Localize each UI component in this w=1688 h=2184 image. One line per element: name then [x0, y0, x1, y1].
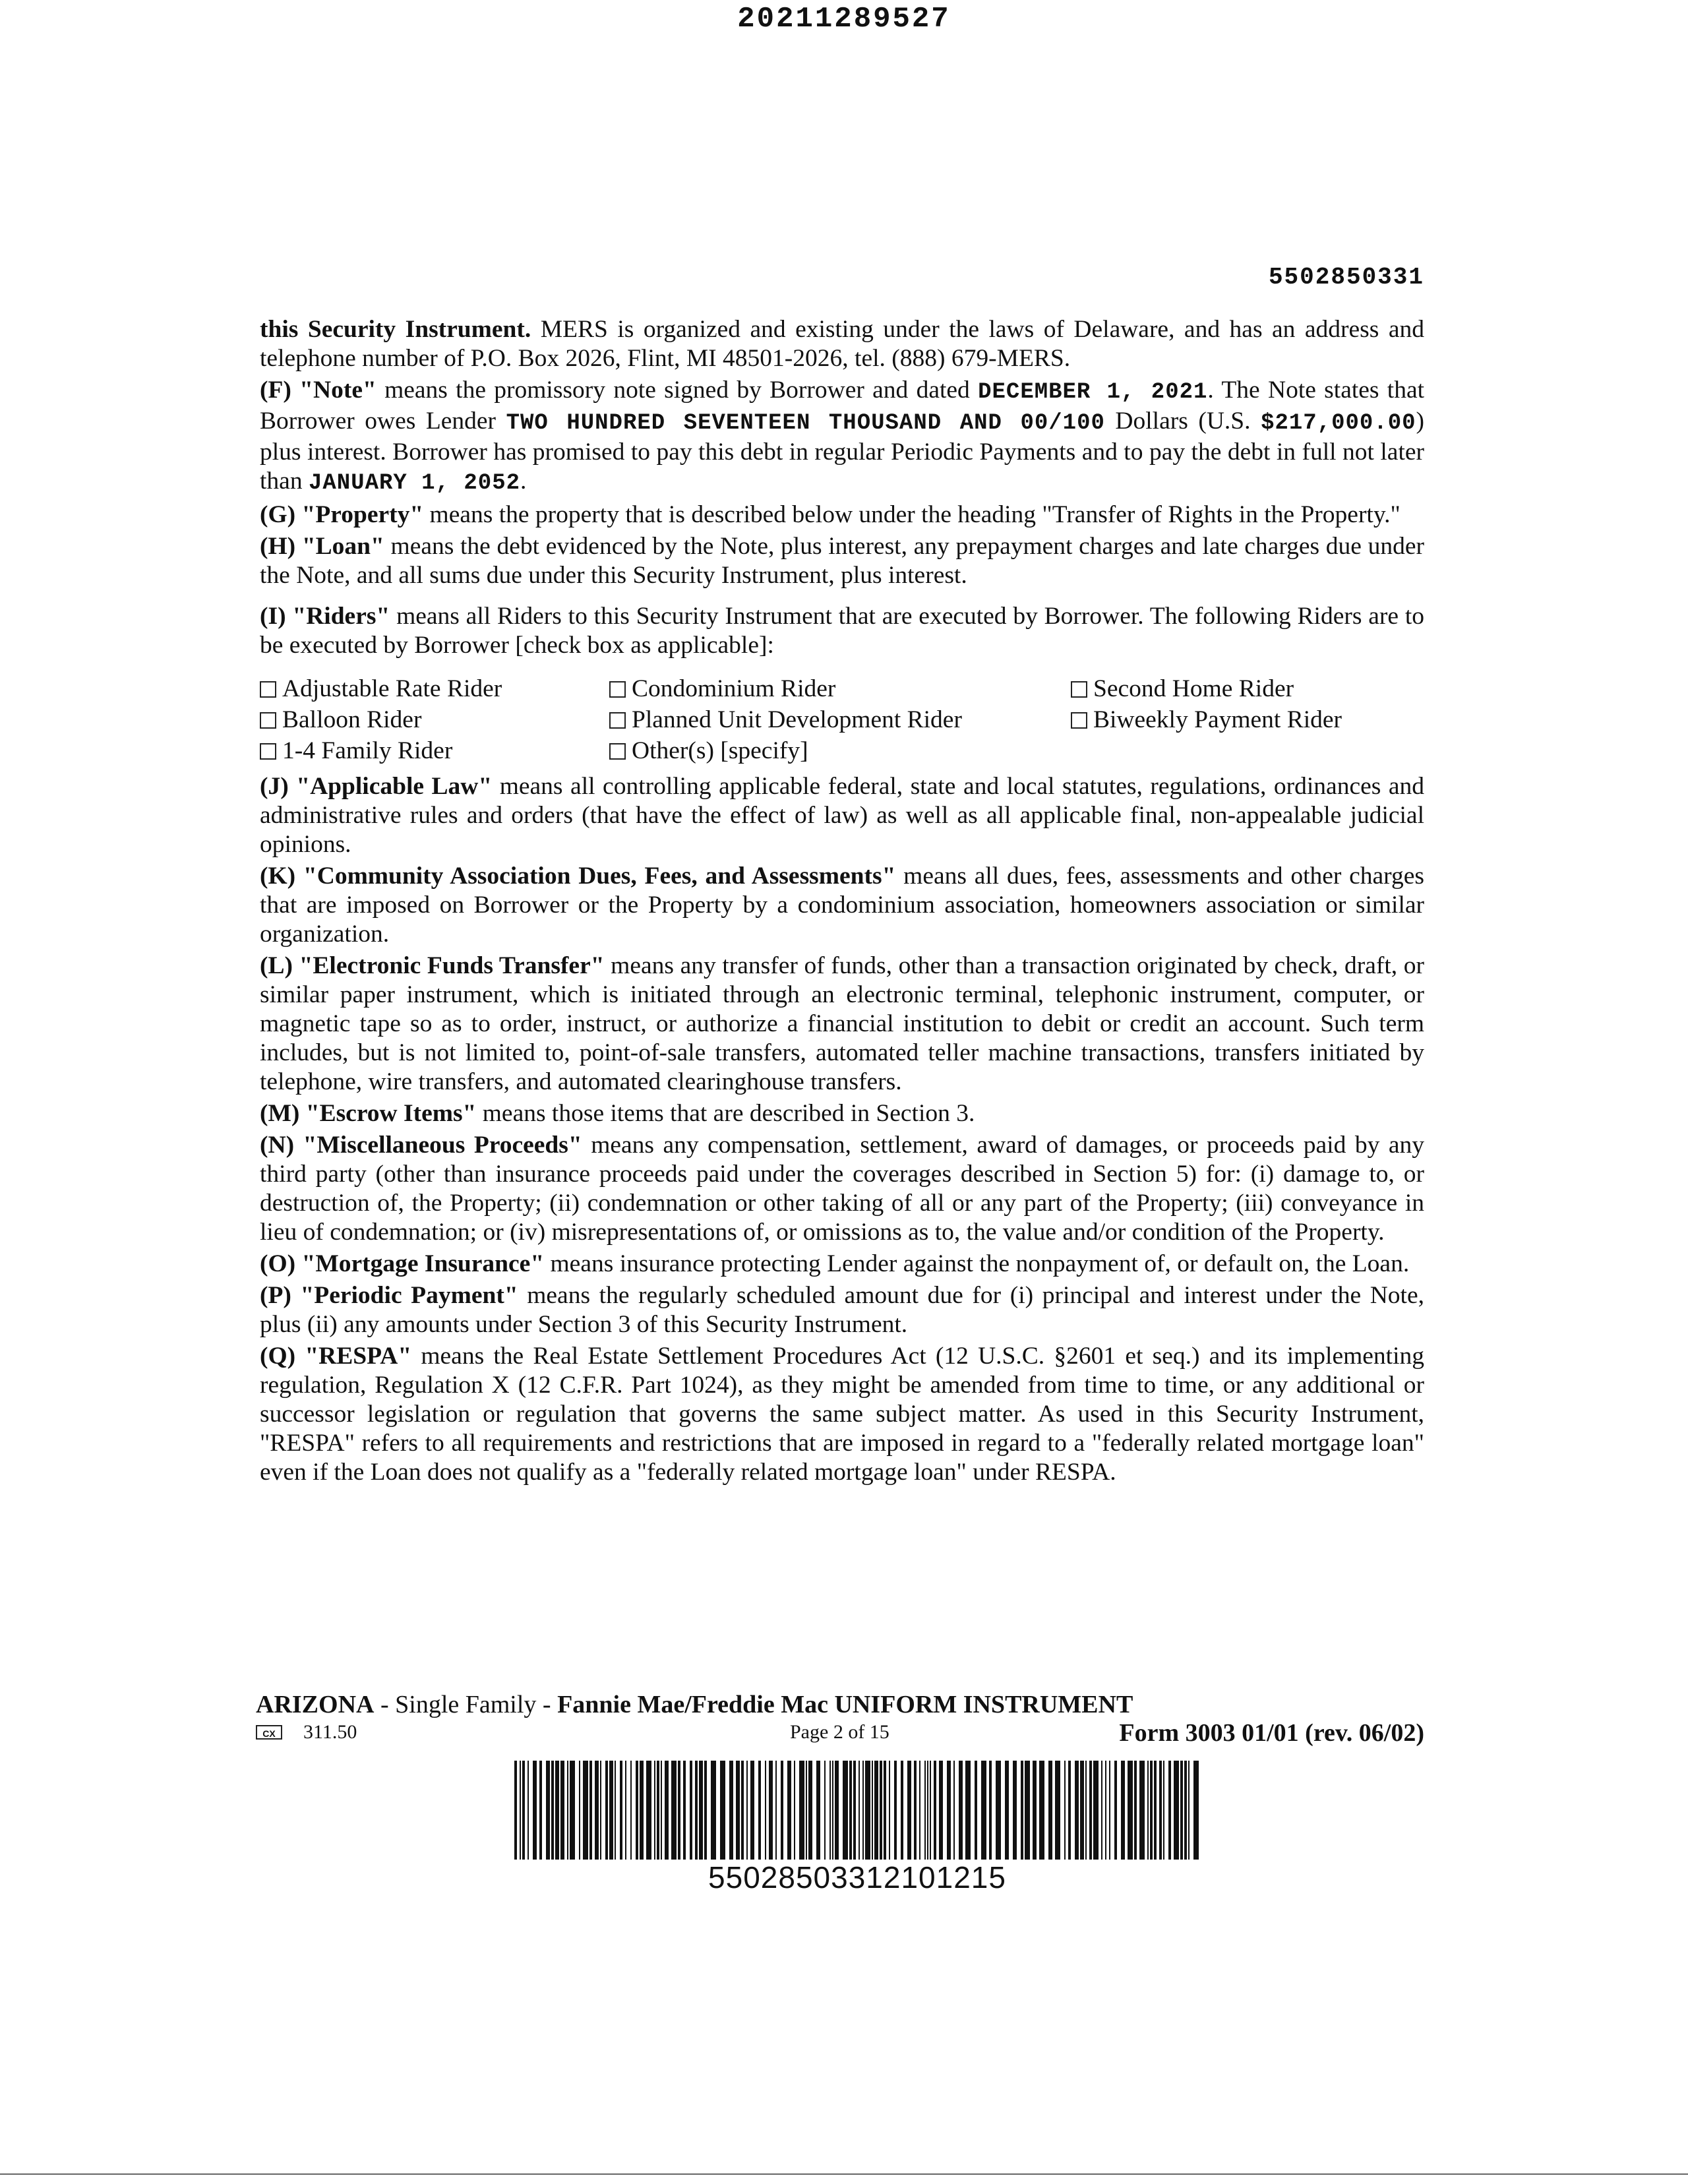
barcode-bar — [930, 1761, 931, 1860]
barcode-bar — [816, 1761, 820, 1860]
rider-adjustable-rate: Adjustable Rate Rider — [260, 675, 609, 704]
barcode-bar — [625, 1761, 626, 1860]
term-periodic-payment: (P) "Periodic Payment" — [260, 1282, 518, 1309]
rider-biweekly-payment: Biweekly Payment Rider — [1071, 706, 1424, 735]
form-vendor-logo: CX — [256, 1725, 282, 1740]
paragraph-g-property: (G) "Property" means the property that is described below under the heading "Transfer of Rights in the Property." — [260, 501, 1401, 528]
term-community-association: (K) "Community Association Dues, Fees, and Assessments" — [260, 863, 896, 890]
note-date: DECEMBER 1, 2021 — [978, 380, 1208, 405]
footer-row — [256, 1721, 1424, 1747]
term-electronic-funds: (L) "Electronic Funds Transfer" — [260, 952, 605, 979]
barcode-bar — [781, 1761, 783, 1860]
barcode-bar — [1168, 1761, 1171, 1860]
barcode-bar — [695, 1761, 698, 1860]
barcode-bar — [765, 1761, 766, 1860]
barcode-bar — [884, 1761, 886, 1860]
paragraph-m-escrow-items: (M) "Escrow Items" means those items that are described in Section 3. — [260, 1100, 975, 1127]
barcode-bar — [741, 1761, 744, 1860]
barcode-bar — [769, 1761, 773, 1860]
barcode-bar — [1150, 1761, 1153, 1860]
barcode-bar — [589, 1761, 592, 1860]
barcode-bar — [1154, 1761, 1157, 1860]
footer-instrument: Fannie Mae/Freddie Mac UNIFORM INSTRUMENT — [557, 1691, 1133, 1718]
paragraph-p-periodic-payment: (P) "Periodic Payment" means the regularly scheduled amount due for (i) principal and interest under the Note, plus (ii) any amounts under Section 3 of this Security Instrument. — [260, 1282, 1424, 1338]
barcode-bar — [914, 1761, 917, 1860]
barcode-bar — [678, 1761, 680, 1860]
barcode-bar — [829, 1761, 831, 1860]
barcode-bar — [1055, 1761, 1060, 1860]
barcode-bar — [1093, 1761, 1099, 1860]
barcode-bar — [1089, 1761, 1092, 1860]
barcode-bar — [1033, 1761, 1037, 1860]
barcode-bar — [620, 1761, 622, 1860]
paragraph-lead: this Security Instrument. — [260, 316, 531, 343]
barcode-bar — [934, 1761, 936, 1860]
riders-checklist — [260, 675, 1424, 766]
barcode-bar — [1109, 1761, 1110, 1860]
barcode-bar — [989, 1761, 992, 1860]
term-applicable-law: (J) "Applicable Law" — [260, 773, 493, 800]
barcode-bar — [1048, 1761, 1052, 1860]
barcode-bar — [522, 1761, 525, 1860]
barcode-bar — [520, 1761, 521, 1860]
barcode-bar — [711, 1761, 716, 1860]
checkbox[interactable] — [609, 743, 626, 760]
barcode-bar — [947, 1761, 951, 1860]
barcode-bar — [528, 1761, 529, 1860]
barcode-bar — [636, 1761, 638, 1860]
barcode-bar — [996, 1761, 1001, 1860]
barcode-number: 55028503312101215 — [708, 1860, 1006, 1895]
barcode-bar — [901, 1761, 903, 1860]
barcode-bar — [605, 1761, 608, 1860]
barcode-bar — [1184, 1761, 1187, 1860]
paragraph-n-misc-proceeds: (N) "Miscellaneous Proceeds" means any compensation, settlement, award of damages, or proceeds paid by any third party (other than insurance proceeds paid under the coverages described in Section 5) for: (i) damage to, or destruction of, the Property; (ii) condemnation or other taking of all or any part of the Property; (iii) conveyance in lieu of condemnation; or (iv) misrepresentations of, or omissions as to, the value and/or condition of the Property. — [260, 1132, 1424, 1246]
loan-amount: $217,000.00 — [1261, 411, 1416, 436]
barcode-bar — [1101, 1761, 1102, 1860]
barcode-bar — [683, 1761, 686, 1860]
paragraph-j-applicable-law: (J) "Applicable Law" means all controlling applicable federal, state and local statutes, regulations, ordinances and administrative rules and orders (that have the effect of law) as well as all applicable final, non-appealable judicial opinions. — [260, 773, 1424, 858]
rider-balloon: Balloon Rider — [260, 706, 609, 735]
barcode-bar — [872, 1761, 873, 1860]
barcode-bar — [1075, 1761, 1079, 1860]
barcode-bar — [583, 1761, 588, 1860]
barcode-bar — [1114, 1761, 1117, 1860]
barcode-bar — [799, 1761, 804, 1860]
term-respa: (Q) "RESPA" — [260, 1343, 412, 1370]
barcode-bar — [832, 1761, 833, 1860]
barcode-bar — [1105, 1761, 1106, 1860]
checkbox[interactable] — [1071, 712, 1087, 729]
barcode-bar — [736, 1761, 740, 1860]
paragraph-l-electronic-funds: (L) "Electronic Funds Transfer" means any transfer of funds, other than a transaction originated by check, draft, or similar paper instrument, which is initiated through an electronic terminal, telephonic instrument, computer, or magnetic tape so as to order, instruct, or authorize a financial institution to debit or credit an account. Such term includes, but is not limited to, point-of-sale transfers, automated teller machine transactions, transfers initiated by telephone, wire transfers, and automated clearinghouse transfers. — [260, 952, 1424, 1095]
barcode-bar — [665, 1761, 669, 1860]
rider-1-4-family: 1-4 Family Rider — [260, 737, 609, 766]
recording-number: 20211289527 — [737, 3, 951, 36]
barcode-bar — [704, 1761, 707, 1860]
rider-other: Other(s) [specify] — [609, 737, 1071, 766]
barcode-bar — [533, 1761, 537, 1860]
footer-title: ARIZONA - Single Family - Fannie Mae/Freddie Mac UNIFORM INSTRUMENT — [256, 1691, 1133, 1718]
barcode-bar — [1085, 1761, 1087, 1860]
maturity-date: JANUARY 1, 2052 — [308, 471, 521, 496]
barcode-bar — [555, 1761, 559, 1860]
paragraph-o-mortgage-insurance: (O) "Mortgage Insurance" means insurance protecting Lender against the nonpayment of, or default on, the Loan. — [260, 1250, 1410, 1277]
barcode-bar — [927, 1761, 928, 1860]
barcode-bar — [806, 1761, 807, 1860]
barcode-bar — [889, 1761, 890, 1860]
barcode-bar — [1068, 1761, 1071, 1860]
barcode-bar — [551, 1761, 554, 1860]
barcode-bar — [595, 1761, 599, 1860]
barcode-bar — [835, 1761, 839, 1860]
form-id: Form 3003 01/01 (rev. 06/02) — [1119, 1719, 1424, 1747]
barcode-bar — [758, 1761, 761, 1860]
barcode-bar — [661, 1761, 662, 1860]
barcode-bar — [720, 1761, 725, 1860]
barcode-bar — [919, 1761, 920, 1860]
checkbox[interactable] — [260, 743, 276, 760]
barcode-bar — [1139, 1761, 1145, 1860]
barcode-bar — [975, 1761, 977, 1860]
barcode-bar — [646, 1761, 651, 1860]
barcode-bar — [654, 1761, 655, 1860]
barcode — [514, 1761, 1200, 1860]
term-loan: (H) "Loan" — [260, 533, 384, 560]
barcode-bar — [1147, 1761, 1149, 1860]
barcode-bar — [690, 1761, 692, 1860]
term-property: (G) "Property" — [260, 501, 424, 528]
barcode-bar — [699, 1761, 703, 1860]
barcode-bar — [859, 1761, 860, 1860]
barcode-bar — [965, 1761, 971, 1860]
barcode-bar — [880, 1761, 882, 1860]
barcode-bar — [1134, 1761, 1137, 1860]
paragraph-k-community-association: (K) "Community Association Dues, Fees, and Assessments" means all dues, fees, assessments and other charges that are imposed on Borrower or the Property by a condominium association, homeowners association or similar organization. — [260, 863, 1424, 948]
barcode-bar — [853, 1761, 856, 1860]
barcode-bar — [1193, 1761, 1199, 1860]
barcode-bar — [981, 1761, 986, 1860]
barcode-bar — [924, 1761, 926, 1860]
checkbox[interactable] — [1071, 681, 1087, 698]
barcode-bar — [1064, 1761, 1066, 1860]
barcode-bar — [609, 1761, 613, 1860]
barcode-bar — [640, 1761, 644, 1860]
barcode-bar — [750, 1761, 754, 1860]
paragraph-f-note: (F) "Note" means the promissory note signed by Borrower and dated DECEMBER 1, 2021. The Note states that Borrower owes Lender TWO HUNDRED SEVENTEEN THOUSAND AND 00/100 Dollars (U.S. $217,000.00) plus interest. Borrower has promised to pay this debt in regular Periodic Payments and to pay the debt in full not later than JANUARY 1, 2052. — [260, 377, 1425, 496]
barcode-bar — [1180, 1761, 1183, 1860]
barcode-bar — [787, 1761, 791, 1860]
checkbox[interactable] — [609, 681, 626, 698]
barcode-bar — [1005, 1761, 1009, 1860]
barcode-bar — [1080, 1761, 1084, 1860]
barcode-bar — [1188, 1761, 1190, 1860]
loan-number: 5502850331 — [1268, 264, 1424, 291]
barcode-bar — [865, 1761, 870, 1860]
term-escrow-items: (M) "Escrow Items" — [260, 1100, 477, 1127]
paragraph-q-respa: (Q) "RESPA" means the Real Estate Settlement Procedures Act (12 U.S.C. §2601 et seq.) and its implementing regulation, Regulation X (12 C.F.R. Part 1024), as they might be amended from time to time, or any additional or successor legislation or regulation that governs the same subject matter. As used in this Security Instrument, "RESPA" refers to all requirements and restrictions that are imposed in regard to a "federally related mortgage loan" even if the Loan does not qualify as a "federally related mortgage loan" under RESPA. — [260, 1343, 1424, 1486]
document-body — [260, 315, 1424, 1490]
barcode-bar — [630, 1761, 632, 1860]
barcode-bar — [894, 1761, 897, 1860]
barcode-bar — [729, 1761, 733, 1860]
page-edge-divider — [0, 2173, 1688, 2175]
rider-condominium: Condominium Rider — [609, 675, 1071, 704]
paragraph-i-riders: (I) "Riders" means all Riders to this Security Instrument that are executed by Borrower. The following Riders are to be executed by Borrower [check box as applicable]: — [260, 603, 1424, 659]
barcode-bar — [808, 1761, 812, 1860]
barcode-bar — [579, 1761, 580, 1860]
barcode-bar — [874, 1761, 878, 1860]
barcode-bar — [546, 1761, 550, 1860]
barcode-bar — [560, 1761, 564, 1860]
footer-state: ARIZONA — [256, 1691, 375, 1718]
barcode-bar — [1163, 1761, 1164, 1860]
paragraph-e-continued: this Security Instrument. MERS is organized and existing under the laws of Delaware, and has an address and telephone number of P.O. Box 2026, Flint, MI 48501-2026, tel. (888) 679-MERS. — [260, 316, 1424, 372]
barcode-bar — [1039, 1761, 1044, 1860]
barcode-bar — [1021, 1761, 1023, 1860]
barcode-bar — [959, 1761, 963, 1860]
rider-planned-unit-development: Planned Unit Development Rider — [609, 706, 1071, 735]
barcode-bar — [824, 1761, 826, 1860]
barcode-bar — [567, 1761, 568, 1860]
barcode-bar — [657, 1761, 659, 1860]
barcode-bar — [671, 1761, 677, 1860]
barcode-bar — [600, 1761, 601, 1860]
checkbox[interactable] — [609, 712, 626, 729]
term-note: (F) "Note" — [260, 377, 377, 404]
barcode-bar — [746, 1761, 748, 1860]
barcode-bar — [539, 1761, 542, 1860]
barcode-bar — [843, 1761, 848, 1860]
checkbox[interactable] — [260, 681, 276, 698]
barcode-bar — [1013, 1761, 1017, 1860]
paragraph-h-loan: (H) "Loan" means the debt evidenced by the Note, plus interest, any prepayment charges and late charges due under the Note, and all sums due under this Security Instrument, plus interest. — [260, 533, 1425, 589]
barcode-bar — [615, 1761, 616, 1860]
barcode-bar — [862, 1761, 864, 1860]
barcode-bar — [1174, 1761, 1179, 1860]
loan-amount-words: TWO HUNDRED SEVENTEEN THOUSAND AND 00/100 — [506, 411, 1105, 436]
checkbox[interactable] — [260, 712, 276, 729]
barcode-bar — [775, 1761, 777, 1860]
term-mortgage-insurance: (O) "Mortgage Insurance" — [260, 1250, 545, 1277]
term-riders: (I) "Riders" — [260, 603, 390, 630]
barcode-bar — [1121, 1761, 1125, 1860]
page-indicator: Page 2 of 15 — [790, 1721, 889, 1743]
barcode-bar — [1159, 1761, 1162, 1860]
barcode-bar — [514, 1761, 517, 1860]
barcode-bar — [953, 1761, 955, 1860]
barcode-bar — [849, 1761, 852, 1860]
rider-second-home: Second Home Rider — [1071, 675, 1424, 704]
term-misc-proceeds: (N) "Miscellaneous Proceeds" — [260, 1132, 582, 1159]
barcode-bar — [794, 1761, 795, 1860]
barcode-bar — [1128, 1761, 1133, 1860]
barcode-bar — [907, 1761, 911, 1860]
barcode-bar — [1025, 1761, 1030, 1860]
barcode-bar — [939, 1761, 943, 1860]
form-code: 311.50 — [303, 1721, 357, 1743]
barcode-bar — [570, 1761, 575, 1860]
